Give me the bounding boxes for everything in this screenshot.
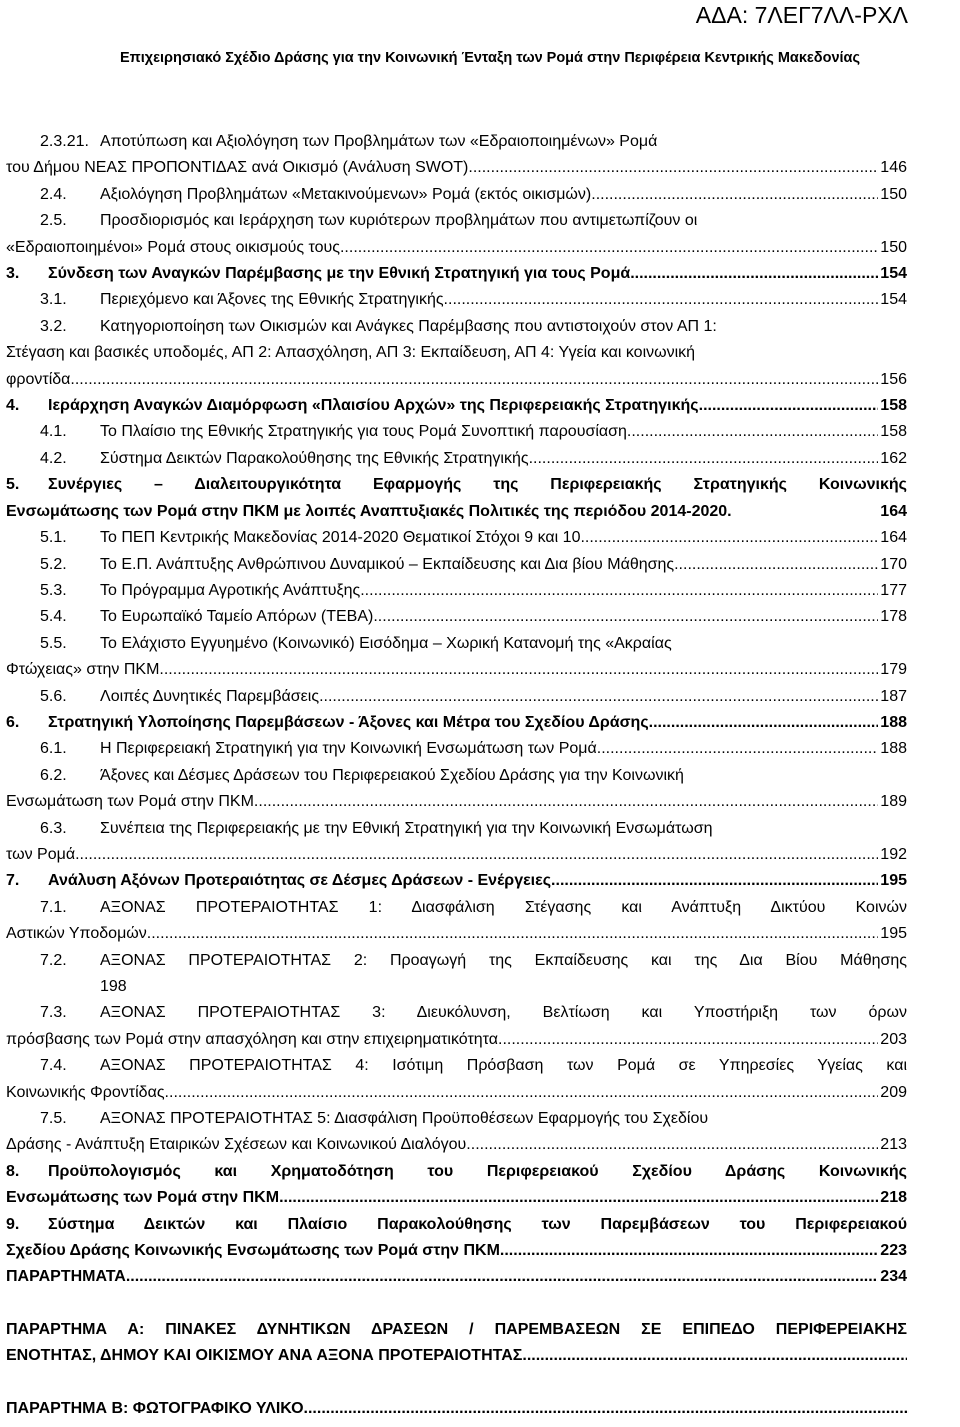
toc-page: 188 <box>880 713 907 731</box>
toc-page: 198 <box>100 978 127 995</box>
toc-number: 7. <box>6 872 20 890</box>
toc-title: Περιεχόμενο και Άξονες της Εθνικής Στρατηγικής <box>100 291 444 309</box>
toc-title: Στρατηγική Υλοποίησης Παρεμβάσεων - Άξονες και Μέτρα του Σχεδίου Δράσης <box>48 713 649 731</box>
toc-entry[interactable] <box>6 129 907 182</box>
toc-page: 209 <box>880 1083 907 1101</box>
toc-page: 195 <box>880 872 907 890</box>
toc-entry[interactable] <box>6 182 907 208</box>
toc-number: 3.2. <box>40 317 67 335</box>
toc-title: Ενσωμάτωσης των Ρομά στην ΠΚΜ <box>6 1189 280 1207</box>
toc-title: Αστικών Υποδομών <box>6 925 147 943</box>
toc-title: Άξονες και Δέσμες Δράσεων του Περιφερειακού Σχεδίου Δράσης για την Κοινωνική <box>100 766 684 784</box>
toc-number: 2.3.21. <box>40 133 89 150</box>
toc-page: 162 <box>880 449 907 467</box>
toc-entry[interactable] <box>6 446 907 472</box>
document-header: Επιχειρησιακό Σχέδιο Δράσης για την Κοινωνική Ένταξη των Ρομά στην Περιφέρεια Κεντρικής Μακεδονίας <box>119 50 860 66</box>
toc-entry[interactable] <box>6 472 907 525</box>
toc-page: 154 <box>880 291 907 309</box>
toc-entry[interactable] <box>6 710 907 736</box>
toc-number: 5.4. <box>40 608 67 626</box>
toc-number: 4. <box>6 397 20 415</box>
toc-title: ΠΑΡΑΡΤΗΜΑΤΑ <box>6 1268 126 1286</box>
toc-title: «Εδραιοποιημένοι» Ρομά στους οικισμούς τους <box>6 238 340 256</box>
toc-title: πρόσβασης των Ρομά στην απασχόληση και στην επιχειρηματικότητα <box>6 1030 499 1048</box>
toc-number: 5.1. <box>40 529 67 547</box>
toc-title: Ενσωμάτωση των Ρομά στην ΠΚΜ <box>6 793 254 811</box>
toc-entry[interactable] <box>6 578 907 604</box>
toc-page: 203 <box>880 1030 907 1048</box>
toc-title: Αποτύπωση και Αξιολόγηση των Προβλημάτων των «Εδραιοποιημένων» Ρομά <box>100 133 658 150</box>
toc-title: Το Ελάχιστο Εγγυημένο (Κοινωνικό) Εισόδημα – Χωρική Κατανομή της «Ακραίας <box>100 634 672 652</box>
toc-number: 2.5. <box>40 212 67 230</box>
toc-entry[interactable] <box>6 1159 907 1212</box>
toc-title: Λοιπές Δυνητικές Παρεμβάσεις <box>100 687 320 705</box>
toc-entry[interactable] <box>6 736 907 762</box>
toc-number: 7.5. <box>40 1110 67 1128</box>
toc-page: 156 <box>880 370 907 388</box>
toc-entry[interactable] <box>6 552 907 578</box>
toc-title: ΠΑΡΑΡΤΗΜΑ Α: ΠΙΝΑΚΕΣ ΔΥΝΗΤΙΚΩΝ ΔΡΑΣΕΩΝ / ΠΑΡΕΜΒΑΣΕΩΝ ΣΕ ΕΠΙΠΕΔΟ ΠΕΡΙΦΕΡΕΙΑΚΗΣ <box>6 1320 907 1338</box>
toc-page: 164 <box>880 502 907 520</box>
toc-entry[interactable] <box>6 631 907 684</box>
toc-entry[interactable] <box>6 948 907 1001</box>
toc-page: 213 <box>880 1136 907 1154</box>
toc-title: Η Περιφερειακή Στρατηγική για την Κοινωνική Ενσωμάτωση των Ρομά <box>100 740 597 758</box>
toc-page: 170 <box>880 555 907 573</box>
toc-entry[interactable] <box>6 1264 907 1290</box>
toc-page: 223 <box>880 1242 907 1260</box>
toc-entry[interactable] <box>6 895 907 948</box>
toc-title: Δράσης - Ανάπτυξη Εταιρικών Σχέσεων και Κοινωνικού Διαλόγου <box>6 1136 467 1154</box>
toc-page: 187 <box>880 687 907 705</box>
toc-number: 8. <box>6 1162 20 1180</box>
toc-page: 189 <box>880 793 907 811</box>
toc-page: 192 <box>880 845 907 863</box>
toc-page: 218 <box>880 1189 907 1207</box>
toc-number: 5.6. <box>40 687 67 705</box>
toc-page: 195 <box>880 925 907 943</box>
toc-number: 4.1. <box>40 423 67 441</box>
toc-title: ΑΞΟΝΑΣ ΠΡΟΤΕΡΑΙΟΤΗΤΑΣ 3: Διευκόλυνση, Βελτίωση και Υποστήριξη των όρων <box>100 1004 907 1022</box>
toc-title: Το ΠΕΠ Κεντρικής Μακεδονίας 2014-2020 Θεματικοί Στόχοι 9 και 10 <box>100 529 581 547</box>
toc-entry[interactable] <box>6 868 907 894</box>
toc-page: 150 <box>880 185 907 203</box>
toc-number: 5.2. <box>40 555 67 573</box>
toc-page: 164 <box>880 529 907 547</box>
toc-title: φροντίδα <box>6 370 71 388</box>
toc-page: 178 <box>880 608 907 626</box>
toc-title: των Ρομά <box>6 845 76 863</box>
toc-title: ΑΞΟΝΑΣ ΠΡΟΤΕΡΑΙΟΤΗΤΑΣ 2: Προαγωγή της Εκπαίδευσης και της Δια Βίου Μάθησης <box>100 951 907 969</box>
toc-title: Ενσωμάτωσης των Ρομά στην ΠΚΜ με λοιπές Αναπτυξιακές Πολιτικές της περιόδου 2014-2020. <box>6 502 732 520</box>
toc-title: Σύστημα Δεικτών Παρακολούθησης της Εθνικής Στρατηγικής <box>100 449 529 467</box>
toc-number: 6.1. <box>40 740 67 758</box>
toc-number: 6. <box>6 713 20 731</box>
toc-title: ΑΞΟΝΑΣ ΠΡΟΤΕΡΑΙΟΤΗΤΑΣ 5: Διασφάλιση Προϋποθέσεων Εφαρμογής του Σχεδίου <box>100 1110 709 1128</box>
toc-title: Προσδιορισμός και Ιεράρχηση των κυριότερων προβλημάτων που αντιμετωπίζουν οι <box>100 212 698 230</box>
toc-entry[interactable] <box>6 604 907 630</box>
ada-code: ΑΔΑ: 7ΛΕΓ7ΛΛ-ΡΧΛ <box>695 2 908 28</box>
toc-title: Στέγαση και βασικές υποδομές, ΑΠ 2: Απασχόληση, ΑΠ 3: Εκπαίδευση, ΑΠ 4: Υγεία και κοινωνική <box>6 344 696 362</box>
toc-entry[interactable] <box>6 287 907 313</box>
toc-number: 3.1. <box>40 291 67 309</box>
toc-page: 158 <box>880 423 907 441</box>
toc-title: Το Πρόγραμμα Αγροτικής Ανάπτυξης <box>100 581 361 599</box>
toc-entry[interactable] <box>6 816 907 869</box>
toc-title: Κατηγοριοποίηση των Οικισμών και Ανάγκες Παρέμβασης που αντιστοιχούν στον ΑΠ 1: <box>100 317 717 335</box>
toc-page: 188 <box>880 740 907 758</box>
toc-page: 154 <box>880 265 907 283</box>
toc-title: Σύστημα Δεικτών και Πλαίσιο Παρακολούθησης των Παρεμβάσεων του Περιφερειακού <box>48 1215 907 1233</box>
toc-number: 7.4. <box>40 1057 67 1075</box>
toc-entry[interactable] <box>6 684 907 710</box>
toc-page: 158 <box>880 397 907 415</box>
toc-number: 5.5. <box>40 634 67 652</box>
toc-number: 6.3. <box>40 819 67 837</box>
toc-number: 7.1. <box>40 898 67 916</box>
toc-title: του Δήμου ΝΕΑΣ ΠΡΟΠΟΝΤΙΔΑΣ ανά Οικισμό (Ανάλυση SWOT) <box>6 159 469 177</box>
toc-entry[interactable] <box>6 763 907 816</box>
toc-title: Ανάλυση Αξόνων Προτεραιότητας σε Δέσμες Δράσεων - Ενέργειες <box>48 872 552 890</box>
annex-a-entry[interactable] <box>6 1317 907 1370</box>
annex-b-entry[interactable] <box>6 1396 907 1422</box>
toc-entry[interactable] <box>6 208 907 261</box>
toc-number: 9. <box>6 1215 20 1233</box>
toc-number: 5. <box>6 476 20 494</box>
toc-entry[interactable] <box>6 1212 907 1265</box>
toc-title: Το Ευρωπαϊκό Ταμείο Απόρων (ΤΕΒΑ) <box>100 608 374 626</box>
toc-page: 150 <box>880 238 907 256</box>
toc-title: Προϋπολογισμός και Χρηματοδότηση του Περιφερειακού Σχεδίου Δράσης Κοινωνικής <box>48 1162 907 1180</box>
toc-title: ΠΑΡΑΡΤΗΜΑ Β: ΦΩΤΟΓΡΑΦΙΚΟ ΥΛΙΚΟ <box>6 1399 304 1417</box>
toc-title: Σχεδίου Δράσης Κοινωνικής Ενσωμάτωσης των Ρομά στην ΠΚΜ <box>6 1242 500 1260</box>
toc-title: ΑΞΟΝΑΣ ΠΡΟΤΕΡΑΙΟΤΗΤΑΣ 1: Διασφάλιση Στέγασης και Ανάπτυξη Δικτύου Κοινών <box>100 898 907 916</box>
toc-page: 177 <box>880 581 907 599</box>
table-of-contents <box>6 129 907 1422</box>
toc-page: 179 <box>880 661 907 679</box>
toc-title: Κοινωνικής Φροντίδας <box>6 1083 165 1101</box>
toc-title: Φτώχειας» στην ΠΚΜ <box>6 661 160 679</box>
toc-number: 7.3. <box>40 1004 67 1022</box>
toc-number: 3. <box>6 265 20 283</box>
toc-entry[interactable] <box>6 1000 907 1053</box>
toc-entry[interactable] <box>6 1053 907 1106</box>
toc-title: Συνέργιες – Διαλειτουργικότητα Εφαρμογής της Περιφερειακής Στρατηγικής Κοινωνικής <box>48 476 907 494</box>
toc-title: Το Ε.Π. Ανάπτυξης Ανθρώπινου Δυναμικού – Εκπαίδευσης και Δια βίου Μάθησης <box>100 555 675 573</box>
toc-page: 234 <box>880 1268 907 1286</box>
toc-number: 6.2. <box>40 766 67 784</box>
toc-entry[interactable] <box>6 1106 907 1159</box>
toc-entry[interactable] <box>6 525 907 551</box>
toc-title: ΕΝΟΤΗΤΑΣ, ΔΗΜΟΥ ΚΑΙ ΟΙΚΙΣΜΟΥ ΑΝΑ ΑΞΟΝΑ ΠΡΟΤΕΡΑΙΟΤΗΤΑΣ <box>6 1347 523 1365</box>
toc-page: 146 <box>880 159 907 177</box>
toc-title: Το Πλαίσιο της Εθνικής Στρατηγικής για τους Ρομά Συνοπτική παρουσίαση <box>100 423 627 441</box>
toc-number: 7.2. <box>40 951 67 969</box>
toc-title: Σύνδεση των Αναγκών Παρέμβασης με την Εθνική Στρατηγική για τους Ρομά <box>48 265 631 283</box>
toc-entry[interactable] <box>6 419 907 445</box>
toc-title: Συνέπεια της Περιφερειακής με την Εθνική Στρατηγική για την Κοινωνική Ενσωμάτωση <box>100 819 713 837</box>
toc-entry[interactable] <box>6 314 907 393</box>
toc-number: 4.2. <box>40 449 67 467</box>
toc-entry[interactable] <box>6 261 907 287</box>
toc-title: ΑΞΟΝΑΣ ΠΡΟΤΕΡΑΙΟΤΗΤΑΣ 4: Ισότιμη Πρόσβαση των Ρομά σε Υπηρεσίες Υγείας και <box>100 1057 907 1075</box>
toc-number: 2.4. <box>40 185 67 203</box>
toc-title: Αξιολόγηση Προβλημάτων «Μετακινούμενων» Ρομά (εκτός οικισμών) <box>100 185 592 203</box>
toc-number: 5.3. <box>40 581 67 599</box>
toc-entry[interactable] <box>6 393 907 419</box>
toc-title: Ιεράρχηση Αναγκών Διαμόρφωση «Πλαισίου Αρχών» της Περιφερειακής Στρατηγικής <box>48 397 699 415</box>
